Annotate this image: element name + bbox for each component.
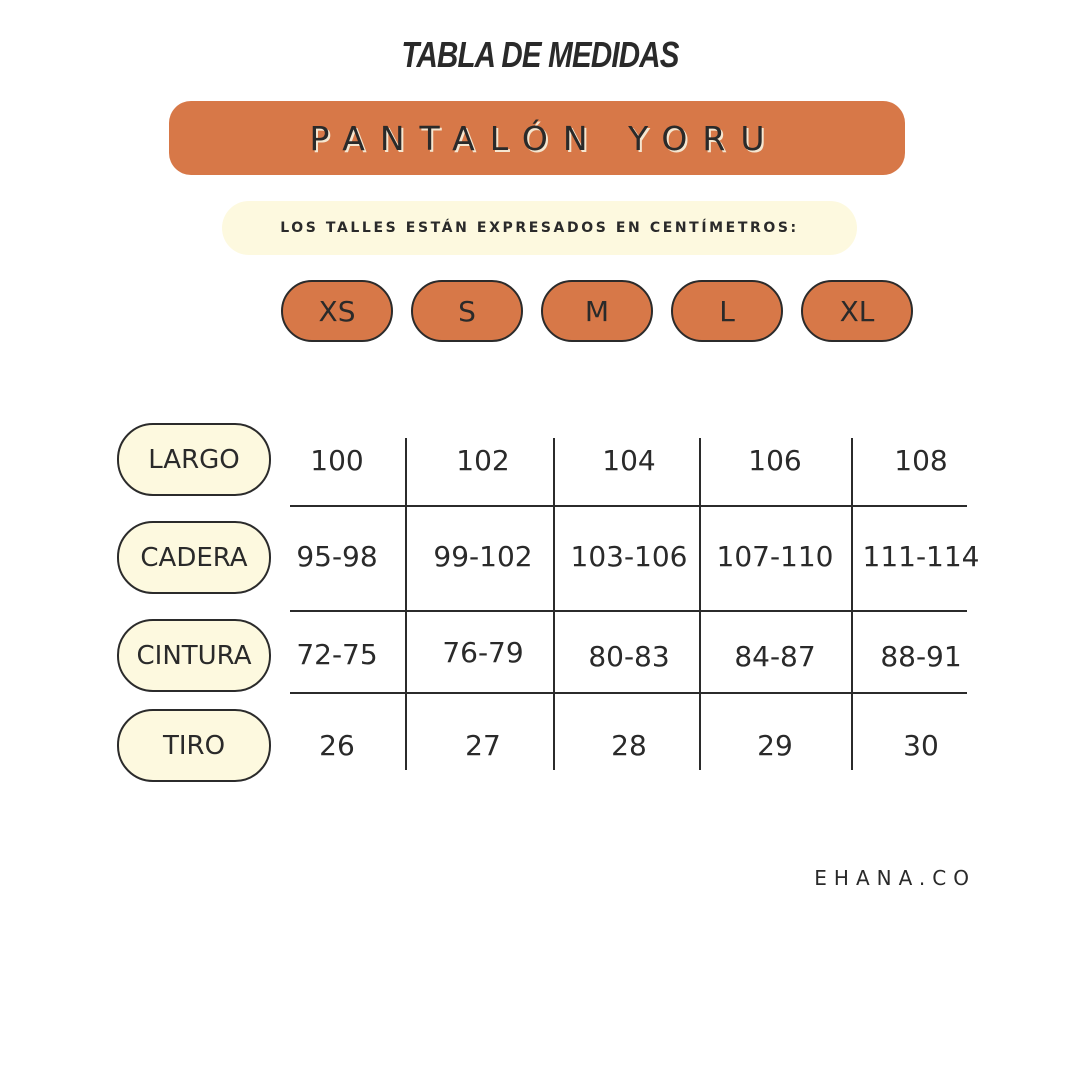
- grid-line-horizontal: [290, 610, 967, 612]
- page-title: TABLA DE MEDIDAS: [401, 34, 679, 75]
- table-cell: 80-83: [588, 640, 670, 673]
- table-cell: 107-110: [716, 540, 834, 573]
- table-cell: 30: [903, 729, 939, 762]
- grid-line-vertical: [851, 438, 853, 770]
- table-cell: 103-106: [570, 540, 688, 573]
- units-note: [222, 201, 857, 255]
- table-cell: 108: [894, 444, 948, 477]
- table-cell: 88-91: [880, 640, 962, 673]
- table-cell: 84-87: [734, 640, 816, 673]
- size-m-pill: M: [541, 280, 653, 342]
- size-l-pill: L: [671, 280, 783, 342]
- table-cell: 95-98: [296, 540, 378, 573]
- size-s-pill: S: [411, 280, 523, 342]
- brand-footer: EHANA.CO: [814, 866, 976, 890]
- table-cell: 76-79: [442, 636, 524, 669]
- size-xl-pill: XL: [801, 280, 913, 342]
- table-cell: 29: [757, 729, 793, 762]
- table-cell: 72-75: [296, 638, 378, 671]
- row-label-cintura: CINTURA: [117, 619, 271, 692]
- table-cell: 106: [748, 444, 802, 477]
- table-cell: 99-102: [433, 540, 533, 573]
- grid-line-horizontal: [290, 505, 967, 507]
- table-cell: 26: [319, 729, 355, 762]
- product-name: PANTALÓN YORU: [309, 118, 780, 158]
- units-note-text: LOS TALLES ESTÁN EXPRESADOS EN CENTÍMETROS:: [280, 220, 799, 236]
- table-cell: 27: [465, 729, 501, 762]
- grid-line-vertical: [699, 438, 701, 770]
- table-cell: 100: [310, 444, 364, 477]
- grid-line-horizontal: [290, 692, 967, 694]
- table-cell: 104: [602, 444, 656, 477]
- row-label-tiro: TIRO: [117, 709, 271, 782]
- table-cell: 111-114: [862, 540, 980, 573]
- row-label-largo: LARGO: [117, 423, 271, 496]
- product-banner: [169, 101, 905, 175]
- table-cell: 28: [611, 729, 647, 762]
- grid-line-vertical: [405, 438, 407, 770]
- table-cell: 102: [456, 444, 510, 477]
- grid-line-vertical: [553, 438, 555, 770]
- row-label-cadera: CADERA: [117, 521, 271, 594]
- size-xs-pill: XS: [281, 280, 393, 342]
